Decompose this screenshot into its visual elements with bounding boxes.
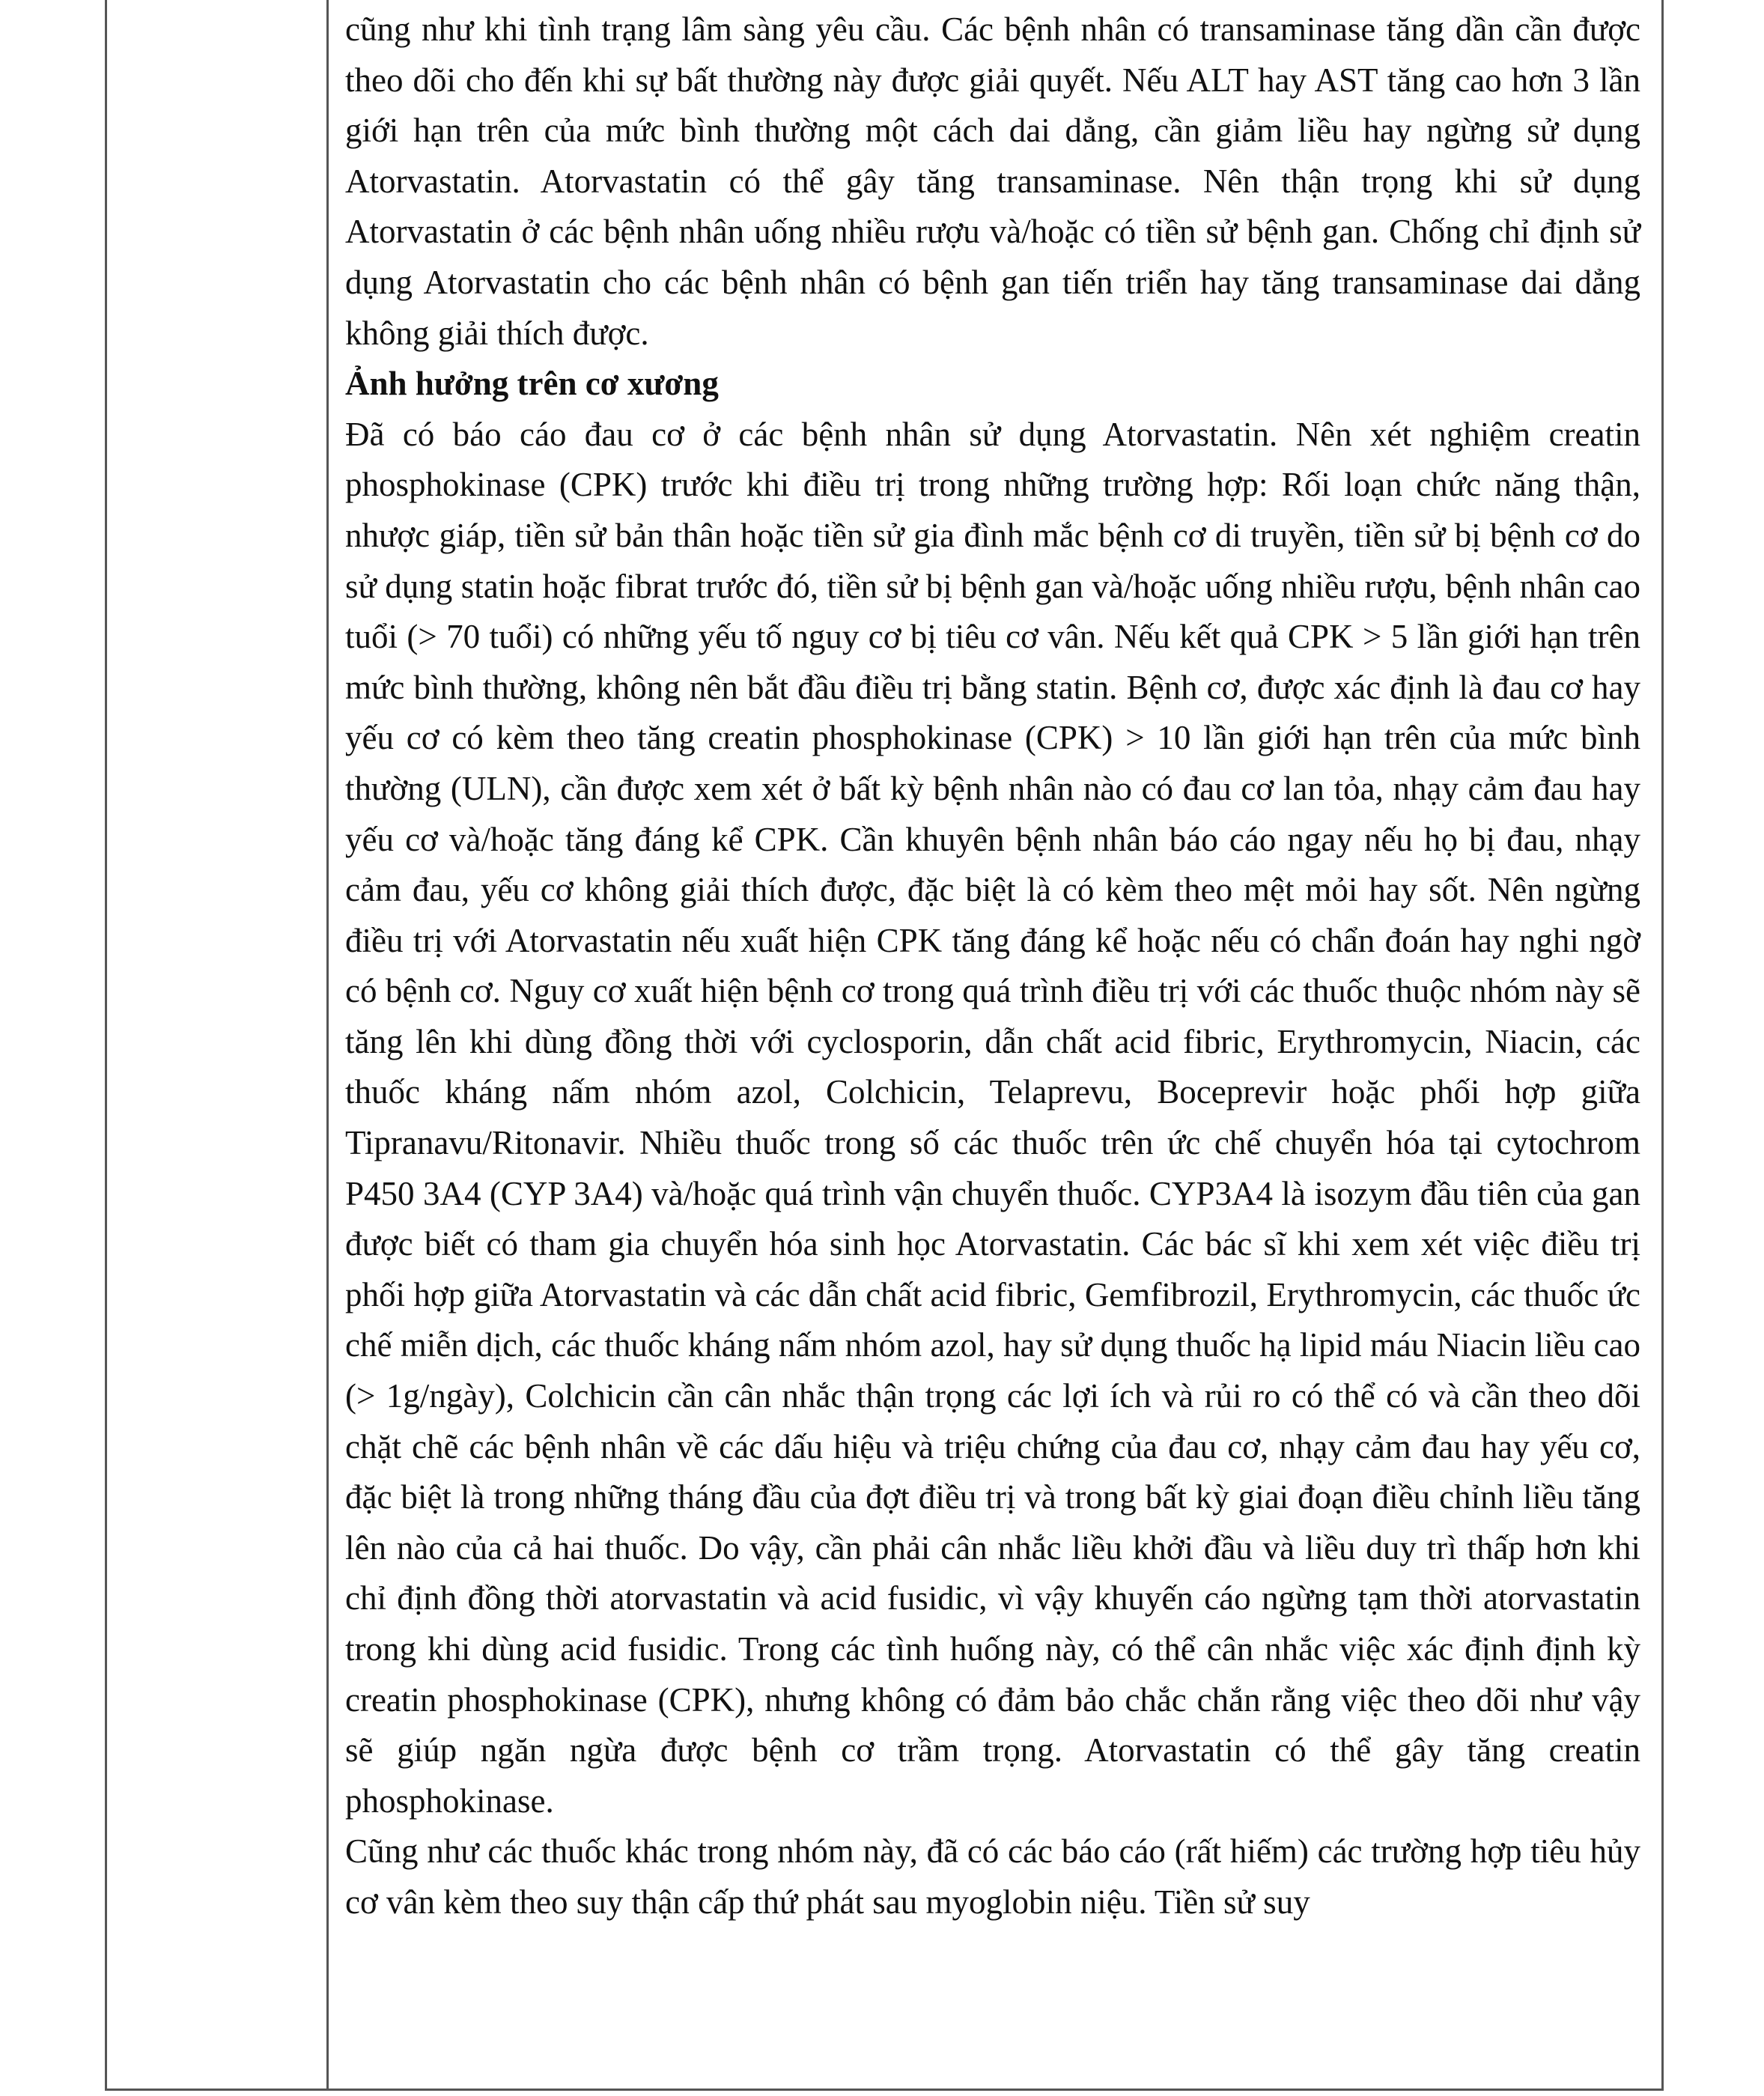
- table-left-cell: [107, 0, 329, 2089]
- paragraph-rhabdomyolysis: Cũng như các thuốc khác trong nhóm này, đã có các báo cáo (rất hiếm) các trường hợp tiêu hủy cơ vân kèm theo suy thận cấp thứ phát sau myoglobin niệu. Tiền sử suy: [345, 1832, 1640, 1921]
- document-table: [105, 0, 1664, 2091]
- paragraph-muscle-effects: Đã có báo cáo đau cơ ở các bệnh nhân sử dụng Atorvastatin. Nên xét nghiệm creatin phosphokinase (CPK) trước khi điều trị trong những trường hợp: Rối loạn chức năng thận, nhược giáp, tiền sử bản thân hoặc tiền sử gia đình mắc bệnh cơ di truyền, tiền sử bị bệnh cơ do sử dụng statin hoặc fibrat trước đó, tiền sử bị bệnh gan và/hoặc uống nhiều rượu, bệnh nhân cao tuổi (> 70 tuổi) có những yếu tố nguy cơ bị tiêu cơ vân. Nếu kết quả CPK > 5 lần giới hạn trên mức bình thường, không nên bắt đầu điều trị bằng statin. Bệnh cơ, được xác định là đau cơ hay yếu cơ có kèm theo tăng creatin phosphokinase (CPK) > 10 lần giới hạn trên của mức bình thường (ULN), cần được xem xét ở bất kỳ bệnh nhân nào có đau cơ lan tỏa, nhạy cảm đau hay yếu cơ và/hoặc tăng đáng kể CPK. Cần khuyên bệnh nhân báo cáo ngay nếu họ bị đau, nhạy cảm đau, yếu cơ không giải thích được, đặc biệt là có kèm theo mệt mỏi hay sốt. Nên ngừng điều trị với Atorvastatin nếu xuất hiện CPK tăng đáng kể hoặc nếu có chẩn đoán hay nghi ngờ có bệnh cơ. Nguy cơ xuất hiện bệnh cơ trong quá trình điều trị với các thuốc thuộc nhóm này sẽ tăng lên khi dùng đồng thời với cyclosporin, dẫn chất acid fibric, Erythromycin, Niacin, các thuốc kháng nấm nhóm azol, Colchicin, Telaprevu, Boceprevir hoặc phối hợp giữa Tipranavu/Ritonavir. Nhiều thuốc trong số các thuốc trên ức chế chuyển hóa tại cytochrom P450 3A4 (CYP 3A4) và/hoặc quá trình vận chuyển thuốc. CYP3A4 là isozym đầu tiên của gan được biết có tham gia chuyển hóa sinh học Atorvastatin. Các bác sĩ khi xem xét việc điều trị phối hợp giữa Atorvastatin và các dẫn chất acid fibric, Gemfibrozil, Erythromycin, các thuốc ức chế miễn dịch, các thuốc kháng nấm nhóm azol, hay sử dụng thuốc hạ lipid máu Niacin liều cao (> 1g/ngày), Colchicin cần cân nhắc thận trọng các lợi ích và rủi ro có thể có và cần theo dõi chặt chẽ các bệnh nhân về các dấu hiệu và triệu chứng của đau cơ, nhạy cảm đau hay yếu cơ, đặc biệt là trong những tháng đầu của đợt điều trị và trong bất kỳ giai đoạn điều chỉnh liều tăng lên nào của cả hai thuốc. Do vậy, cần phải cân nhắc liều khởi đầu và liều duy trì thấp hơn khi chỉ định đồng thời atorvastatin và acid fusidic, vì vậy khuyến cáo ngừng tạm thời atorvastatin trong khi dùng acid fusidic. Trong các tình huống này, có thể cân nhắc việc xác định định kỳ creatin phosphokinase (CPK), nhưng không có đảm bảo chắc chắn rằng việc theo dõi như vậy sẽ giúp ngăn ngừa được bệnh cơ trầm trọng. Atorvastatin có thể gây tăng creatin phosphokinase.: [345, 415, 1640, 1820]
- section-heading-musculoskeletal: Ảnh hưởng trên cơ xương: [345, 365, 719, 403]
- table-content-cell: [329, 0, 1661, 2089]
- paragraph-liver-monitoring: cũng như khi tình trạng lâm sàng yêu cầu. Các bệnh nhân có transaminase tăng dần cần được theo dõi cho đến khi sự bất thường này được giải quyết. Nếu ALT hay AST tăng cao hơn 3 lần giới hạn trên của mức bình thường một cách dai dẳng, cần giảm liều hay ngừng sử dụng Atorvastatin. Atorvastatin có thể gây tăng transaminase. Nên thận trọng khi sử dụng Atorvastatin ở các bệnh nhân uống nhiều rượu và/hoặc có tiền sử bệnh gan. Chống chỉ định sử dụng Atorvastatin cho các bệnh nhân có bệnh gan tiến triển hay tăng transaminase dai dẳng không giải thích được.: [345, 10, 1640, 352]
